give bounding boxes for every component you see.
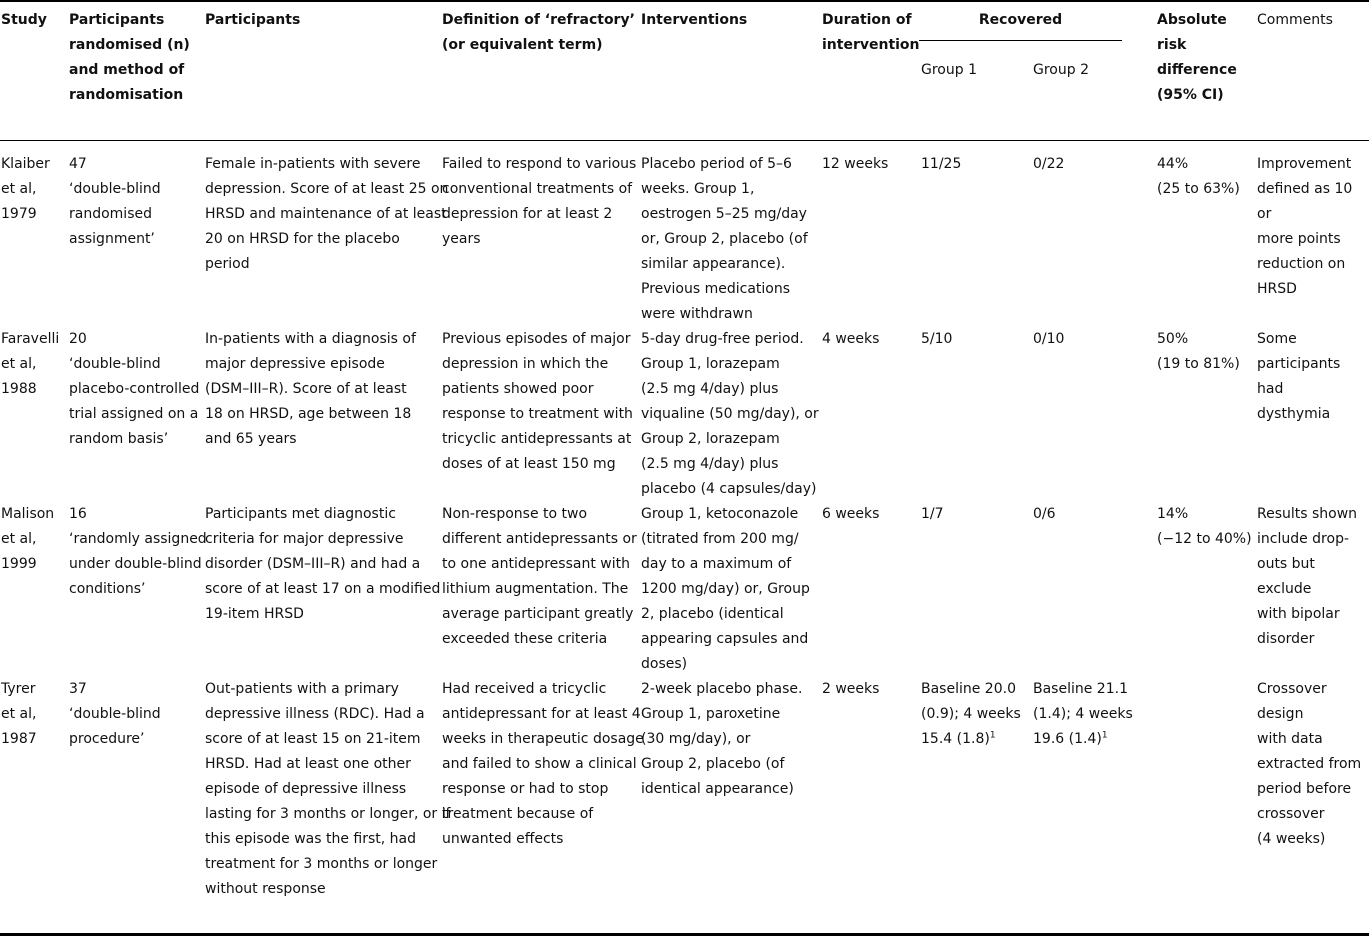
- cell-study: Faravelli et al, 1988: [1, 331, 60, 397]
- cell-interventions: Group 1, ketoconazole (titrated from 200 mg/ day to a maximum of 1200 mg/day) or, Group 2, placebo (identical appearing capsules and doses): [641, 506, 810, 672]
- cell-group1: 1/7: [921, 506, 944, 522]
- recovered-rule: [919, 40, 1122, 41]
- top-rule: [0, 0, 1369, 2]
- footnote-marker: 1: [989, 730, 996, 741]
- cell-interventions: Placebo period of 5–6 weeks. Group 1, oestrogen 5–25 mg/day or, Group 2, placebo (of similar appearance). Previous medications were withdrawn: [641, 156, 808, 322]
- cell-group2: [1033, 677, 1133, 752]
- cell-randomised: 47 ‘double-blind randomised assignment’: [69, 156, 161, 247]
- cell-randomised: 20 ‘double-blind placebo-controlled trial assigned on a random basis’: [69, 331, 200, 447]
- header-absolute-risk: Absolute risk difference (95% CI): [1157, 12, 1237, 103]
- cell-group2: 0/10: [1033, 331, 1065, 347]
- cell-comments: Crossover design with data extracted from period before crossover (4 weeks): [1257, 681, 1362, 847]
- cell-definition: Non-response to two different antidepressants or to one antidepressant with lithium augmentation. The average participant greatly exceeded these criteria: [442, 506, 637, 647]
- cell-study: Klaiber et al, 1979: [1, 156, 50, 222]
- header-interventions: Interventions: [641, 12, 748, 28]
- cell-definition: Had received a tricyclic antidepressant for at least 4 weeks in therapeutic dosage and failed to show a clinical response or had to stop treatment because of unwanted effects: [442, 681, 644, 847]
- cell-duration: 2 weeks: [822, 681, 880, 697]
- cell-study: Tyrer et al, 1987: [1, 681, 37, 747]
- cell-group1: [921, 677, 1021, 752]
- header-randomised: Participants randomised (n) and method of randomisation: [69, 12, 190, 103]
- cell-participants: In-patients with a diagnosis of major depressive episode (DSM–III–R). Score of at least 18 on HRSD, age between 18 and 65 years: [205, 331, 416, 447]
- header-study: Study: [1, 12, 47, 28]
- cell-study: Malison et al, 1999: [1, 506, 55, 572]
- header-comments: Comments: [1257, 12, 1333, 28]
- header-group2: Group 2: [1033, 62, 1089, 78]
- cell-randomised: 37 ‘double-blind procedure’: [69, 681, 161, 747]
- cell-definition: Failed to respond to various conventional treatments of depression for at least 2 years: [442, 156, 637, 247]
- header-group1: Group 1: [921, 62, 977, 78]
- cell-group1-text: Baseline 20.0 (0.9); 4 weeks 15.4 (1.8): [921, 681, 1021, 747]
- cell-interventions: 2-week placebo phase. Group 1, paroxetine (30 mg/day), or Group 2, placebo (of identical appearance): [641, 681, 803, 797]
- header-rule: [0, 140, 1369, 141]
- cell-duration: 6 weeks: [822, 506, 880, 522]
- header-definition: Definition of ‘refractory’ (or equivalent term): [442, 12, 635, 53]
- cell-group1: 5/10: [921, 331, 953, 347]
- cell-duration: 4 weeks: [822, 331, 880, 347]
- bottom-rule: [0, 933, 1369, 936]
- footnote-marker: 1: [1101, 730, 1108, 741]
- header-duration: Duration of intervention: [822, 12, 920, 53]
- cell-definition: Previous episodes of major depression in which the patients showed poor response to treatment with tricyclic antidepressants at doses of at least 150 mg: [442, 331, 633, 472]
- cell-comments: Some participants had dysthymia: [1257, 331, 1341, 422]
- cell-absolute-risk: 44% (25 to 63%): [1157, 156, 1240, 197]
- cell-group2: 0/22: [1033, 156, 1065, 172]
- cell-group1: 11/25: [921, 156, 962, 172]
- cell-interventions: 5-day drug-free period. Group 1, lorazepam (2.5 mg 4/day) plus viqualine (50 mg/day), or Group 2, lorazepam (2.5 mg 4/day) plus placebo (4 capsules/day): [641, 331, 819, 497]
- header-recovered: Recovered: [978, 12, 1063, 28]
- cell-duration: 12 weeks: [822, 156, 889, 172]
- cell-absolute-risk: 50% (19 to 81%): [1157, 331, 1240, 372]
- cell-comments: Results shown include drop- outs but exclude with bipolar disorder: [1257, 506, 1358, 647]
- cell-randomised: 16 ‘randomly assigned under double-blind conditions’: [69, 506, 207, 597]
- header-participants: Participants: [205, 12, 301, 28]
- cell-group2-text: Baseline 21.1 (1.4); 4 weeks 19.6 (1.4): [1033, 681, 1133, 747]
- cell-participants: Out-patients with a primary depressive illness (RDC). Had a score of at least 15 on 21-item HRSD. Had at least one other episode of depressive illness lasting for 3 months or longer, or if this episode was the first, had treatment for 3 months or longer without response: [205, 681, 451, 897]
- cell-participants: Female in-patients with severe depression. Score of at least 25 on HRSD and maintenance of at least 20 on HRSD for the placebo period: [205, 156, 449, 272]
- cell-group2: 0/6: [1033, 506, 1056, 522]
- cell-comments: Improvement defined as 10 or more points reduction on HRSD: [1257, 156, 1353, 297]
- cell-participants: Participants met diagnostic criteria for major depressive disorder (DSM–III–R) and had a score of at least 17 on a modified 19-item HRSD: [205, 506, 441, 622]
- cell-absolute-risk: 14% (−12 to 40%): [1157, 506, 1252, 547]
